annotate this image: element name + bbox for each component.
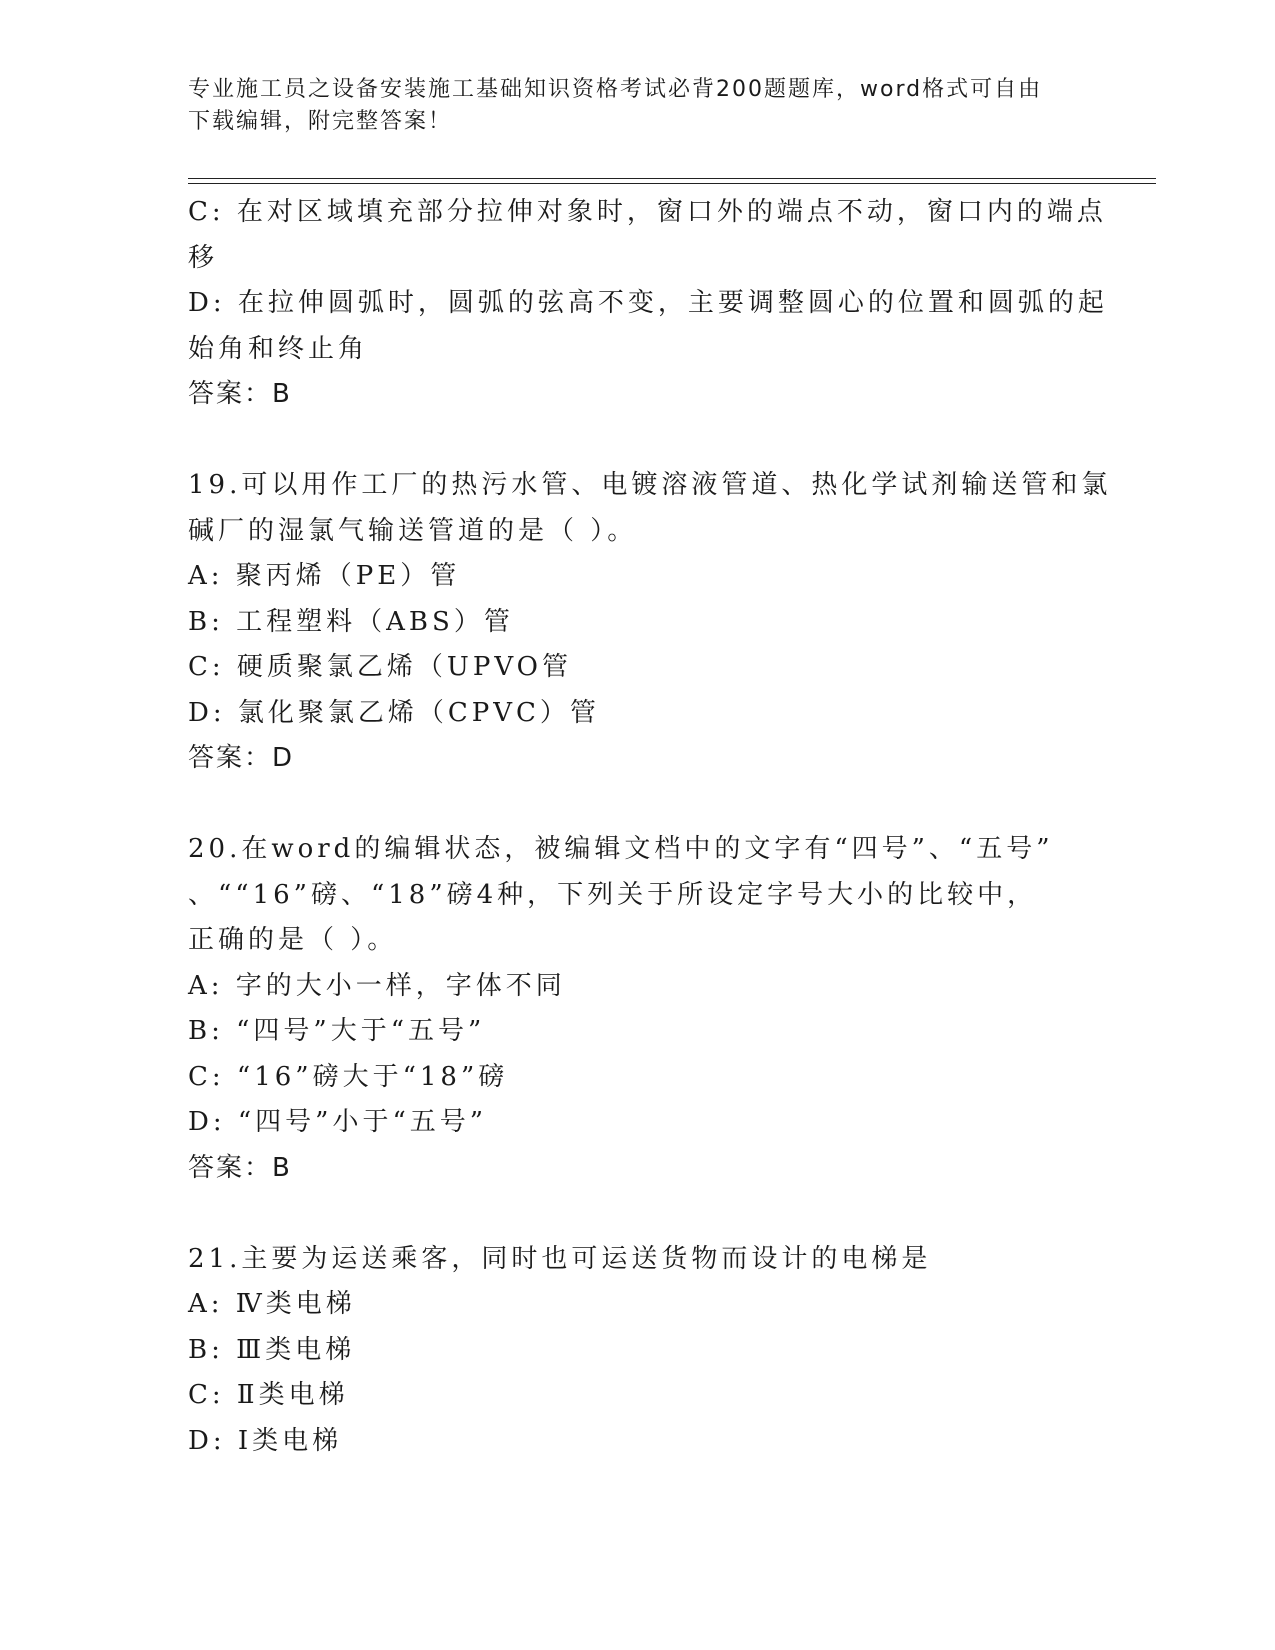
header-line-1: 专业施工员之设备安装施工基础知识资格考试必背200题题库，word格式可自由 (188, 77, 1043, 102)
spacer (188, 782, 1088, 828)
q21-option-a: A: Ⅳ类电梯 (188, 1289, 356, 1319)
q18-option-c-line-2: 移 (188, 242, 219, 273)
q18-option-d-line-1: D: 在拉伸圆弧时，圆弧的弦高不变，主要调整圆心的位置和圆弧的起 (188, 288, 1108, 318)
header-line-2: 下载编辑，附完整答案！ (188, 109, 453, 134)
q19-option-c: C: 硬质聚氯乙烯（UPVO管 (188, 652, 572, 682)
question-20 (188, 827, 1088, 1191)
q20-stem-line-3: 正确的是（ ）。 (188, 925, 398, 955)
spacer (188, 418, 1088, 464)
q19-stem-line-1: 19.可以用作工厂的热污水管、电镀溶液管道、热化学试剂输送管和氯 (188, 470, 1112, 500)
question-18-tail (188, 190, 1108, 418)
q20-option-d: D: “四号”小于“五号” (188, 1107, 488, 1137)
spacer (188, 1191, 1088, 1237)
q18-option-d-line-2: 始角和终止角 (188, 333, 369, 364)
q20-answer: 答案：B (188, 1152, 292, 1183)
q19-option-b: B: 工程塑料（ABS）管 (188, 606, 514, 637)
question-21 (188, 1237, 1088, 1465)
q21-stem-line-1: 21.主要为运送乘客，同时也可运送货物而设计的电梯是 (188, 1243, 932, 1274)
header-rule-top (188, 178, 1156, 179)
document-body (188, 190, 1112, 1464)
q20-option-a: A: 字的大小一样，字体不同 (188, 970, 566, 1001)
q19-answer: 答案：D (188, 743, 295, 773)
q20-option-b: B: “四号”大于“五号” (188, 1016, 486, 1046)
q21-option-b: B: Ⅲ类电梯 (188, 1334, 356, 1365)
header-rule-bottom (188, 183, 1156, 184)
question-19 (188, 463, 1112, 782)
q18-answer: 答案：B (188, 379, 292, 409)
q20-stem-line-1: 20.在word的编辑状态，被编辑文档中的文字有“四号”、“五号” (188, 834, 1054, 864)
q20-option-c: C: “16”磅大于“18”磅 (188, 1061, 509, 1092)
q19-option-a: A: 聚丙烯（PE）管 (188, 561, 461, 591)
document-header (188, 74, 1088, 138)
q18-option-c-line-1: C: 在对区域填充部分拉伸对象时，窗口外的端点不动，窗口内的端点 (188, 197, 1107, 227)
q20-stem-line-2: 、““16”磅、“18”磅4种，下列关于所设定字号大小的比较中， (188, 879, 1038, 910)
q19-stem-line-2: 碱厂的湿氯气输送管道的是（ ）。 (188, 515, 638, 546)
q19-option-d: D: 氯化聚氯乙烯（CPVC）管 (188, 697, 600, 728)
q21-option-d: D: Ⅰ类电梯 (188, 1425, 343, 1456)
q21-option-c: C: Ⅱ类电梯 (188, 1380, 349, 1410)
